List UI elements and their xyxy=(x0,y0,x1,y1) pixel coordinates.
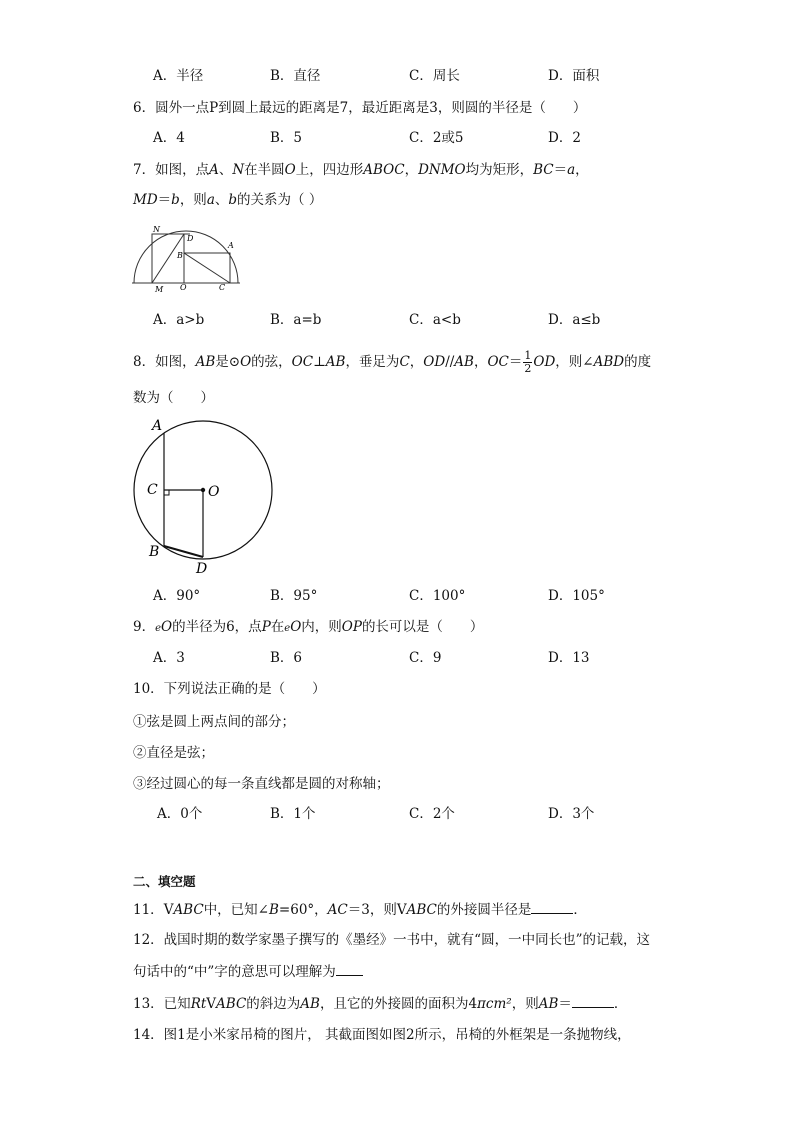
text: 的长可以是（ ） xyxy=(361,619,484,635)
q8-option-c[interactable]: C．100° xyxy=(409,588,466,604)
q7-stem-line2 xyxy=(133,190,322,210)
label-m: M xyxy=(155,285,164,294)
text: ＝ xyxy=(508,354,523,370)
label-o: O xyxy=(180,283,187,292)
q10-statement-2: ②直径是弦； xyxy=(133,745,214,761)
text: ＝ xyxy=(553,162,568,178)
text: 上，四边形 xyxy=(295,162,364,178)
math: N xyxy=(232,162,245,178)
math: OC xyxy=(487,354,509,370)
text: 中，已知∠ xyxy=(203,902,269,918)
text: 9． xyxy=(133,619,156,635)
label-o: O xyxy=(208,484,220,500)
math: A xyxy=(209,162,219,178)
q5-option-c[interactable]: C．周长 xyxy=(409,68,460,84)
q9-option-c[interactable]: C．9 xyxy=(409,650,442,666)
math: OC xyxy=(291,354,314,370)
math: ABC xyxy=(406,902,437,918)
math: O xyxy=(161,619,173,635)
text: 在半圆 xyxy=(244,162,285,178)
q10-option-a[interactable]: A．0个 xyxy=(157,806,203,822)
text: ，则∠ xyxy=(555,354,594,370)
q9-option-d[interactable]: D．13 xyxy=(548,650,590,666)
text: 的外接圆半径是 xyxy=(436,902,532,918)
q10-option-b[interactable]: B．1个 xyxy=(270,806,316,822)
q6-option-d[interactable]: D．2 xyxy=(548,130,581,146)
q10-options xyxy=(153,804,713,824)
label-a: A xyxy=(228,241,234,250)
q12-stem-line1: 12．战国时期的数学家墨子撰写的《墨经》一书中，就有“圆，一中同长也”的记载，这 xyxy=(133,932,650,948)
text: =60°， xyxy=(278,902,328,918)
q10-option-d[interactable]: D．3个 xyxy=(548,806,595,822)
q6-stem: 6．圆外一点P到圆上最远的距离是7，最近距离是3，则圆的半径是（ ） xyxy=(133,100,587,116)
text: 内，则 xyxy=(301,619,342,635)
text: 、 xyxy=(218,162,233,178)
fraction-denominator: 2 xyxy=(524,362,532,375)
q6-option-b[interactable]: B．5 xyxy=(270,130,303,146)
text: ， xyxy=(575,162,589,178)
q5-option-a[interactable]: A．半径 xyxy=(153,68,204,84)
q9-option-a[interactable]: A．3 xyxy=(153,650,185,666)
q10-statement-3: ③经过圆心的每一条直线都是圆的对称轴； xyxy=(133,776,390,792)
text: ， xyxy=(409,354,424,370)
q11-stem xyxy=(133,899,587,920)
text: 13．已知 xyxy=(133,996,191,1012)
text: // xyxy=(445,354,455,370)
label-b: B xyxy=(177,251,183,260)
text: 均为矩形， xyxy=(465,162,534,178)
text: 的关系为（ ） xyxy=(237,192,323,208)
q10-option-c[interactable]: C．2个 xyxy=(409,806,455,822)
text: 、 xyxy=(214,192,229,208)
q5-options xyxy=(153,66,713,86)
q14-stem-line1: 14．图1是小米家吊椅的图片， 其截面图如图2所示，吊椅的外框架是一条抛物线， xyxy=(133,1027,631,1043)
q13-stem xyxy=(133,993,627,1014)
q9-stem xyxy=(133,617,483,639)
math: a xyxy=(206,192,215,208)
text: 的斜边为 xyxy=(246,996,301,1012)
q5-option-d[interactable]: D．面积 xyxy=(548,68,600,84)
label-b: B xyxy=(149,544,160,560)
q10-statement-1: ①弦是圆上两点间的部分； xyxy=(133,714,295,730)
math: a xyxy=(567,162,576,178)
q7-option-c[interactable]: C．a<b xyxy=(409,312,461,328)
label-a: A xyxy=(152,418,163,434)
label-d: D xyxy=(196,561,208,577)
math: MD xyxy=(133,192,158,208)
math: AB xyxy=(454,354,474,370)
triangle-symbol: V xyxy=(163,902,174,918)
q10-stem: 10．下列说法正确的是（ ） xyxy=(133,681,326,697)
text: 在 xyxy=(270,619,285,635)
text: ，且它的外接圆的面积为4 xyxy=(319,996,478,1012)
text: 是⊙ xyxy=(215,354,241,370)
label-c: C xyxy=(147,482,158,498)
math: cm² xyxy=(485,996,512,1012)
segment-bc xyxy=(184,253,230,283)
q7-stem-line1 xyxy=(133,160,589,180)
q5-option-b[interactable]: B．直径 xyxy=(270,68,321,84)
section-fill-in-blank-heading: 二、填空题 xyxy=(133,874,196,889)
math: O xyxy=(290,619,302,635)
center-point xyxy=(201,488,205,492)
math: O xyxy=(284,162,296,178)
fraction-numerator: 1 xyxy=(524,349,532,362)
q7-option-a[interactable]: A．a>b xyxy=(153,312,205,328)
triangle-symbol: V xyxy=(396,902,407,918)
text: ＝ xyxy=(558,996,572,1012)
math: OD xyxy=(533,354,556,370)
math: ABC xyxy=(173,902,204,918)
text: ． xyxy=(613,996,628,1012)
math: π xyxy=(477,996,486,1012)
math: ABOC xyxy=(363,162,405,178)
math: ABC xyxy=(216,996,247,1012)
q7-option-b[interactable]: B．a=b xyxy=(270,312,322,328)
q8-option-b[interactable]: B．95° xyxy=(270,588,318,604)
text: ， xyxy=(473,354,488,370)
text: ，垂足为 xyxy=(345,354,400,370)
q9-option-b[interactable]: B．6 xyxy=(270,650,303,666)
text: 11． xyxy=(133,902,164,918)
label-d: D xyxy=(187,234,194,243)
text: ＝ xyxy=(157,192,172,208)
answer-blank[interactable] xyxy=(531,899,573,914)
answer-blank[interactable] xyxy=(336,961,363,976)
math: DNMO xyxy=(418,162,466,178)
math: AB xyxy=(300,996,320,1012)
q8-circle-figure xyxy=(128,412,278,580)
text: 句话中的“中”字的意思可以理解为 xyxy=(133,964,336,980)
q7-semicircle-figure xyxy=(128,222,243,294)
math: P xyxy=(261,619,271,635)
math: BC xyxy=(533,162,554,178)
q9-options xyxy=(153,648,713,668)
q6-option-c[interactable]: C．2或5 xyxy=(409,130,464,146)
math: O xyxy=(240,354,252,370)
math: AC xyxy=(327,902,348,918)
label-n: N xyxy=(153,225,160,234)
q6-option-a[interactable]: A．4 xyxy=(153,130,185,146)
q12-stem-line2 xyxy=(133,961,363,982)
text: ，则 xyxy=(511,996,539,1012)
right-angle-mark xyxy=(164,490,169,495)
math: B xyxy=(269,902,279,918)
text: ，则 xyxy=(179,192,207,208)
q8-stem-line1 xyxy=(133,350,651,375)
segment-bd xyxy=(164,546,203,557)
math: AB xyxy=(325,354,346,370)
text: ， xyxy=(404,162,419,178)
text: 8．如图， xyxy=(133,354,196,370)
fraction-one-half xyxy=(523,350,532,375)
math: b xyxy=(171,192,180,208)
math: AB xyxy=(538,996,559,1012)
q7-options xyxy=(153,310,713,330)
triangle-symbol: V xyxy=(206,996,217,1012)
math: OD xyxy=(423,354,446,370)
circle-symbol: e xyxy=(284,623,291,634)
q8-option-a[interactable]: A．90° xyxy=(153,588,201,604)
q8-option-d[interactable]: D．105° xyxy=(548,588,605,604)
text: 的度 xyxy=(624,354,652,370)
text: 的弦， xyxy=(251,354,292,370)
math: AB xyxy=(195,354,216,370)
math: OP xyxy=(341,619,362,635)
semicircle-arc xyxy=(134,231,238,283)
text: ． xyxy=(573,902,587,918)
math: Rt xyxy=(190,996,207,1012)
text: ⊥ xyxy=(313,354,326,370)
math: ABD xyxy=(593,354,625,370)
q8-stem-line2: 数为（ ） xyxy=(133,390,214,406)
text: ＝3，则 xyxy=(347,902,397,918)
q6-options xyxy=(153,128,713,148)
math: b xyxy=(228,192,238,208)
answer-blank[interactable] xyxy=(572,993,614,1008)
circle-symbol: e xyxy=(155,623,162,634)
math: C xyxy=(399,354,410,370)
text: 7．如图，点 xyxy=(133,162,210,178)
q7-option-d[interactable]: D．a≤b xyxy=(548,312,601,328)
q8-options xyxy=(153,586,713,606)
text: 的半径为6，点 xyxy=(172,619,262,635)
label-c: C xyxy=(219,283,226,292)
